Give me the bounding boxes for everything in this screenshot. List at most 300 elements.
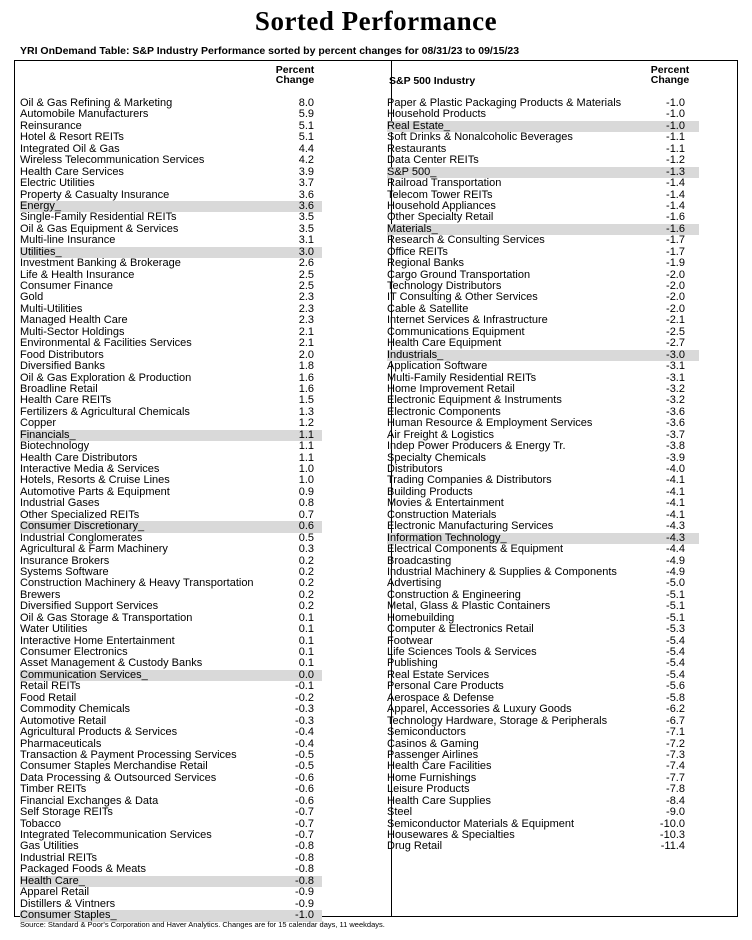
industry-name: Cable & Satellite: [387, 302, 469, 315]
percent-change-value: 3.7: [298, 177, 314, 190]
percent-change-value: 0.1: [298, 634, 314, 647]
industry-name: Other Specialized REITs: [20, 508, 140, 521]
percent-change-value: -0.5: [295, 748, 314, 761]
percent-change-value: -2.0: [666, 291, 685, 304]
percent-change-value: 3.9: [298, 165, 314, 178]
percent-change-value: -0.8: [295, 863, 314, 876]
industry-name: Broadline Retail: [20, 382, 98, 395]
percent-change-value: 5.9: [298, 108, 314, 121]
table-row: [387, 235, 697, 246]
table-row: [387, 521, 697, 532]
industry-name: Timber REITs: [20, 783, 87, 796]
industry-name: Materials_: [387, 222, 438, 235]
performance-table: [14, 60, 738, 922]
percent-change-value: -1.3: [666, 165, 685, 178]
industry-name: Consumer Staples_: [20, 909, 117, 922]
industry-name: Health Care Equipment: [387, 337, 502, 350]
industry-name: S&P 500_: [387, 165, 437, 178]
industry-name: Consumer Staples Merchandise Retail: [20, 760, 208, 773]
percent-change-value: -1.9: [666, 257, 685, 270]
percent-change-value: -5.0: [666, 577, 685, 590]
percent-change-value: -5.1: [666, 600, 685, 613]
table-row: [20, 407, 320, 418]
industry-name: Multi-Utilities: [20, 302, 83, 315]
industry-name: Systems Software: [20, 565, 109, 578]
industry-name: Homebuilding: [387, 611, 455, 624]
percent-change-value: -0.7: [295, 829, 314, 841]
percent-change-value: -5.1: [666, 588, 685, 601]
table-row: [20, 190, 320, 201]
industry-name: Industrial Conglomerates: [20, 531, 143, 544]
percent-change-header: [266, 65, 324, 85]
industry-name: Integrated Oil & Gas: [20, 142, 120, 155]
industry-name: Health Care_: [20, 874, 85, 887]
left-column-header: [20, 65, 320, 98]
percent-change-value: -0.6: [295, 771, 314, 784]
industry-name: Property & Casualty Insurance: [20, 188, 170, 201]
percent-change-value: -4.9: [666, 565, 685, 578]
industry-name: Household Products: [387, 108, 487, 121]
industry-name: Aerospace & Defense: [387, 691, 495, 704]
industry-name: Tobacco: [20, 817, 61, 830]
percent-change-value: 0.2: [298, 565, 314, 578]
industry-name: Data Processing & Outsourced Services: [20, 771, 217, 784]
table-row: [20, 544, 320, 555]
table-row: [387, 796, 697, 807]
percent-change-value: 1.1: [298, 440, 314, 453]
percent-change-value: -4.0: [666, 463, 685, 475]
percent-change-value: 8.0: [298, 97, 314, 109]
industry-name: Publishing: [387, 657, 438, 670]
table-subtitle: YRI OnDemand Table: S&P Industry Performance sorted by percent changes for 08/31/23 to 09/15/23: [20, 45, 520, 57]
percent-change-value: -2.7: [666, 337, 685, 350]
industry-name: Footwear: [387, 634, 433, 647]
industry-name: Distributors: [387, 463, 443, 475]
percent-change-value: 0.2: [298, 600, 314, 613]
percent-change-value: -4.1: [666, 508, 685, 521]
industry-name: Commodity Chemicals: [20, 703, 131, 716]
industry-name: Communications Equipment: [387, 325, 525, 338]
page-title: Sorted Performance: [254, 6, 498, 36]
industry-name: Leisure Products: [387, 783, 470, 796]
percent-change-value: 0.1: [298, 623, 314, 636]
percent-change-value: -1.6: [666, 222, 685, 235]
industry-name: Research & Consulting Services: [387, 234, 545, 247]
industry-name: Cargo Ground Transportation: [387, 268, 531, 281]
percent-change-value: -1.7: [666, 234, 685, 247]
industry-name: Drug Retail: [387, 840, 443, 853]
industry-name: Restaurants: [387, 142, 447, 155]
table-row: [387, 807, 697, 818]
percent-change-value: -11.4: [660, 840, 685, 853]
table-row: [20, 361, 320, 372]
industry-name: Gas Utilities: [20, 840, 79, 853]
industry-name: Indep Power Producers & Energy Tr.: [387, 440, 566, 453]
percent-change-value: 1.2: [298, 417, 314, 430]
industry-name: Consumer Electronics: [20, 646, 128, 658]
table-row: [20, 887, 320, 898]
industry-name: Application Software: [387, 360, 488, 373]
percent-change-value: -4.1: [666, 474, 685, 487]
percent-change-value: 2.1: [298, 325, 314, 338]
percent-change-value: -4.3: [666, 520, 685, 533]
industry-name: Hotel & Resort REITs: [20, 131, 124, 144]
percent-change-value: 2.3: [298, 291, 314, 304]
industry-name: Oil & Gas Refining & Marketing: [20, 97, 173, 109]
percent-change-value: -4.3: [666, 531, 685, 544]
table-row: [20, 418, 320, 429]
sector-row: [20, 521, 322, 532]
table-row: [20, 727, 320, 738]
percent-change-value: 2.6: [298, 257, 314, 270]
industry-name: Health Care Supplies: [387, 794, 491, 807]
percent-change-value: 1.5: [298, 394, 314, 407]
industry-name: Railroad Transportation: [387, 177, 502, 190]
industry-name: Apparel Retail: [20, 886, 90, 899]
percent-change-value: -3.6: [666, 417, 685, 430]
industry-name: Personal Care Products: [387, 680, 504, 693]
percent-change-value: -2.5: [666, 325, 685, 338]
percent-change-header: [641, 65, 699, 85]
industry-name: Information Technology_: [387, 531, 507, 544]
percent-change-value: 1.3: [298, 405, 314, 418]
industry-name: IT Consulting & Other Services: [387, 291, 538, 304]
left-column: [20, 65, 320, 922]
percent-change-value: -3.0: [666, 348, 685, 361]
percent-change-value: -0.8: [295, 874, 314, 887]
industry-name: Air Freight & Logistics: [387, 428, 494, 441]
percent-change-value: -4.4: [666, 543, 685, 556]
percent-change-value: -5.4: [666, 634, 685, 647]
table-row: [20, 281, 320, 292]
percent-change-value: 0.2: [298, 588, 314, 601]
percent-change-value: 1.1: [298, 428, 314, 441]
percent-change-value: -3.1: [666, 360, 685, 373]
percent-change-value: -3.8: [666, 440, 685, 453]
percent-change-value: -3.9: [666, 451, 685, 464]
percent-change-value: -1.0: [666, 108, 685, 121]
table-row: [20, 624, 320, 635]
percent-change-value: 0.2: [298, 577, 314, 590]
industry-name: Movies & Entertainment: [387, 497, 504, 510]
percent-change-value: -7.3: [666, 748, 685, 761]
industry-name: Food Distributors: [20, 348, 104, 361]
percent-change-value: 0.7: [298, 508, 314, 521]
percent-change-value: 0.3: [298, 543, 314, 556]
industry-name: Technology Hardware, Storage & Peripherals: [387, 714, 608, 727]
industry-name: Home Furnishings: [387, 771, 477, 784]
industry-name: Housewares & Specialties: [387, 829, 515, 841]
industry-name: Real Estate Services: [387, 668, 490, 681]
percent-change-value: 2.0: [298, 348, 314, 361]
percent-header-line1: Percent: [275, 64, 315, 76]
percent-change-value: -0.9: [295, 897, 314, 910]
industry-name: Interactive Home Entertainment: [20, 634, 175, 647]
industry-name: Office REITs: [387, 245, 448, 258]
percent-change-value: 1.1: [298, 451, 314, 464]
industry-name: Automobile Manufacturers: [20, 108, 149, 121]
industry-name: Industrial REITs: [20, 851, 98, 864]
industry-name: Apparel, Accessories & Luxury Goods: [387, 703, 572, 716]
industry-name: Construction & Engineering: [387, 588, 521, 601]
percent-change-value: -0.2: [295, 691, 314, 704]
table-row: [387, 727, 697, 738]
percent-change-value: -6.7: [666, 714, 685, 727]
percent-change-value: -2.1: [666, 314, 685, 327]
industry-name: Automotive Parts & Equipment: [20, 485, 170, 498]
industry-name: Paper & Plastic Packaging Products & Materials: [387, 97, 622, 109]
percent-change-value: 1.0: [298, 463, 314, 475]
industry-name: Building Products: [387, 485, 473, 498]
industry-name: Wireless Telecommunication Services: [20, 154, 205, 167]
industry-name: Semiconductor Materials & Equipment: [387, 817, 575, 830]
table-row: [20, 704, 320, 715]
percent-change-value: 3.5: [298, 211, 314, 224]
table-row: [387, 841, 697, 852]
table-row: [20, 235, 320, 246]
industry-name: Consumer Discretionary_: [20, 520, 145, 533]
industry-name: Fertilizers & Agricultural Chemicals: [20, 405, 190, 418]
percent-change-value: -1.1: [666, 131, 685, 144]
table-row: [387, 544, 697, 555]
table-row: [387, 361, 697, 372]
percent-change-value: -4.1: [666, 497, 685, 510]
percent-change-value: 2.5: [298, 268, 314, 281]
percent-change-value: 0.2: [298, 554, 314, 567]
industry-name: Packaged Foods & Meats: [20, 863, 146, 876]
percent-change-value: -0.4: [295, 726, 314, 739]
percent-change-value: -3.1: [666, 371, 685, 384]
percent-change-value: -7.4: [666, 760, 685, 773]
percent-change-value: -0.8: [295, 840, 314, 853]
percent-change-value: -7.1: [666, 726, 685, 739]
industry-name: Utilities_: [20, 245, 62, 258]
percent-change-value: -10.0: [659, 817, 685, 830]
table-row: [20, 578, 320, 589]
percent-change-value: -1.4: [666, 177, 685, 190]
percent-change-value: -0.1: [295, 680, 314, 693]
industry-name: Transaction & Payment Processing Services: [20, 748, 237, 761]
industry-name: Distillers & Vintners: [20, 897, 116, 910]
industry-name: Electronic Equipment & Instruments: [387, 394, 562, 407]
industry-name: Agricultural Products & Services: [20, 726, 178, 739]
percent-change-value: 0.5: [298, 531, 314, 544]
industry-name: Soft Drinks & Nonalcoholic Beverages: [387, 131, 573, 144]
table-row: [20, 601, 320, 612]
percent-change-value: -1.1: [666, 142, 685, 155]
percent-change-value: -1.0: [666, 97, 685, 109]
percent-change-value: -8.4: [666, 794, 685, 807]
percent-change-value: -7.2: [666, 737, 685, 750]
industry-name: Health Care Services: [20, 165, 124, 178]
percent-change-value: 5.1: [298, 119, 314, 132]
percent-change-value: 1.6: [298, 382, 314, 395]
industry-name: Gold: [20, 291, 44, 304]
percent-change-value: -5.4: [666, 646, 685, 658]
industry-name: Pharmaceuticals: [20, 737, 102, 750]
industry-name: Brewers: [20, 588, 61, 601]
percent-change-value: -0.7: [295, 806, 314, 819]
right-column-header: [387, 65, 697, 98]
industry-name: Electronic Manufacturing Services: [387, 520, 554, 533]
percent-change-value: -3.2: [666, 394, 685, 407]
percent-change-value: -1.6: [666, 211, 685, 224]
percent-change-value: 0.9: [298, 485, 314, 498]
industry-name: Data Center REITs: [387, 154, 479, 167]
percent-change-value: 1.6: [298, 371, 314, 384]
industry-name: Agricultural & Farm Machinery: [20, 543, 168, 556]
table-row: [387, 784, 697, 795]
percent-change-value: -7.7: [666, 771, 685, 784]
percent-change-value: 0.6: [298, 520, 314, 533]
industry-name: Internet Services & Infrastructure: [387, 314, 548, 327]
industry-name: Oil & Gas Equipment & Services: [20, 222, 179, 235]
percent-header-line1: Percent: [650, 64, 690, 76]
industry-name: Real Estate_: [387, 119, 450, 132]
industry-name: Biotechnology: [20, 440, 90, 453]
table-row: [20, 441, 320, 452]
industry-name: Home Improvement Retail: [387, 382, 515, 395]
percent-change-value: -5.4: [666, 668, 685, 681]
percent-change-value: -0.9: [295, 886, 314, 899]
percent-change-value: -1.4: [666, 188, 685, 201]
industry-name: Health Care Distributors: [20, 451, 138, 464]
industry-name: Water Utilities: [20, 623, 88, 636]
percent-change-value: -1.7: [666, 245, 685, 258]
percent-change-value: -1.0: [295, 909, 314, 922]
industry-name: Financials_: [20, 428, 76, 441]
percent-change-value: 4.2: [298, 154, 314, 167]
percent-change-value: 1.8: [298, 360, 314, 373]
percent-change-value: 3.5: [298, 222, 314, 235]
percent-change-value: 3.1: [298, 234, 314, 247]
industry-name: Casinos & Gaming: [387, 737, 479, 750]
industry-name: Trading Companies & Distributors: [387, 474, 552, 487]
percent-change-value: -6.2: [666, 703, 685, 716]
percent-change-value: 0.1: [298, 646, 314, 658]
industry-name: Metal, Glass & Plastic Containers: [387, 600, 551, 613]
table-row: [387, 418, 697, 429]
table-row: [20, 807, 320, 818]
industry-name: Technology Distributors: [387, 280, 502, 292]
percent-change-value: -0.4: [295, 737, 314, 750]
table-row: [387, 601, 697, 612]
percent-change-value: -3.6: [666, 405, 685, 418]
industry-name: Multi-Family Residential REITs: [387, 371, 537, 384]
industry-name: Insurance Brokers: [20, 554, 110, 567]
percent-change-value: -0.6: [295, 783, 314, 796]
industry-name: Oil & Gas Storage & Transportation: [20, 611, 193, 624]
percent-change-value: 5.1: [298, 131, 314, 144]
industry-name: Multi-line Insurance: [20, 234, 116, 247]
percent-change-value: -0.5: [295, 760, 314, 773]
percent-change-value: 0.1: [298, 611, 314, 624]
percent-change-value: 2.3: [298, 302, 314, 315]
percent-change-value: -0.6: [295, 794, 314, 807]
percent-change-value: -9.0: [666, 806, 685, 819]
percent-change-value: 3.0: [298, 245, 314, 258]
industry-name: Food Retail: [20, 691, 77, 704]
percent-change-value: -5.3: [666, 623, 685, 636]
industry-name: Electrical Components & Equipment: [387, 543, 564, 556]
table-row: [387, 338, 697, 349]
industry-name: Industrial Gases: [20, 497, 100, 510]
industry-name: Life Sciences Tools & Services: [387, 646, 537, 658]
industry-name: Self Storage REITs: [20, 806, 113, 819]
percent-change-value: 2.1: [298, 337, 314, 350]
percent-change-value: 4.4: [298, 142, 314, 155]
percent-change-value: -7.8: [666, 783, 685, 796]
industry-name: Household Appliances: [387, 199, 496, 212]
percent-change-value: 0.0: [298, 668, 314, 681]
industry-name: Reinsurance: [20, 119, 82, 132]
industry-name: Retail REITs: [20, 680, 81, 693]
table-row: [20, 258, 320, 269]
percent-change-value: -1.0: [666, 119, 685, 132]
percent-change-value: -2.0: [666, 268, 685, 281]
percent-change-value: 0.1: [298, 657, 314, 670]
industry-name: Asset Management & Custody Banks: [20, 657, 203, 670]
industry-name: Communication Services_: [20, 668, 148, 681]
percent-change-value: 3.6: [298, 199, 314, 212]
industry-name: Steel: [387, 806, 413, 819]
percent-change-value: -2.0: [666, 302, 685, 315]
table-row: [20, 784, 320, 795]
percent-change-value: 2.5: [298, 280, 314, 292]
industry-name: Industrials_: [387, 348, 444, 361]
industry-name: Computer & Electronics Retail: [387, 623, 534, 636]
percent-change-value: -5.4: [666, 657, 685, 670]
industry-name: Human Resource & Employment Services: [387, 417, 593, 430]
industry-name: Construction Materials: [387, 508, 497, 521]
percent-change-value: -5.1: [666, 611, 685, 624]
table-row: [20, 155, 320, 166]
industry-name: Diversified Support Services: [20, 600, 159, 613]
percent-change-value: 0.8: [298, 497, 314, 510]
table-row: [387, 441, 697, 452]
industry-name: Construction Machinery & Heavy Transportation: [20, 577, 254, 590]
percent-change-value: -0.8: [295, 851, 314, 864]
table-row: [20, 338, 320, 349]
percent-change-value: 1.0: [298, 474, 314, 487]
percent-header-line2: Change: [650, 74, 690, 86]
industry-name: Life & Health Insurance: [20, 268, 135, 281]
industry-name: Electronic Components: [387, 405, 501, 418]
table-row: [387, 155, 697, 166]
table-row: [387, 178, 697, 189]
industry-name: Electric Utilities: [20, 177, 95, 190]
industry-name: Copper: [20, 417, 57, 430]
industry-name: Advertising: [387, 577, 442, 590]
left-rows: [20, 98, 320, 922]
percent-change-value: 3.6: [298, 188, 314, 201]
table-row: [387, 624, 697, 635]
percent-header-line2: Change: [275, 74, 315, 86]
percent-change-value: -0.3: [295, 703, 314, 716]
industry-name: Energy_: [20, 199, 61, 212]
industry-name: Financial Exchanges & Data: [20, 794, 159, 807]
industry-name: Other Specialty Retail: [387, 211, 494, 224]
index-header: S&P 500 Industry: [389, 75, 476, 87]
percent-change-value: -4.1: [666, 485, 685, 498]
industry-name: Automotive Retail: [20, 714, 107, 727]
industry-name: Investment Banking & Brokerage: [20, 257, 181, 270]
industry-name: Consumer Finance: [20, 280, 113, 292]
right-rows: [387, 98, 697, 853]
table-row: [387, 258, 697, 269]
industry-name: Regional Banks: [387, 257, 465, 270]
industry-name: Oil & Gas Exploration & Production: [20, 371, 192, 384]
